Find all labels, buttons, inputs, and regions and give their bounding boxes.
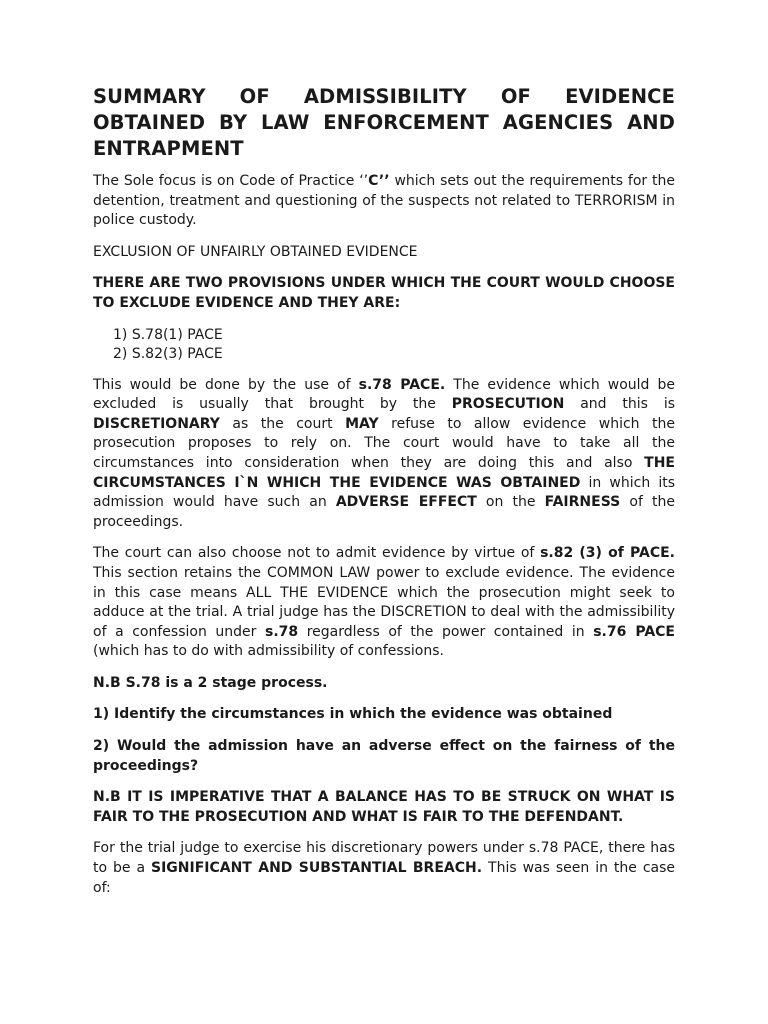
breach-text: For the trial judge to exercise his discretionary powers under s.78 PACE, there has to be a [93,840,675,877]
s78-emphasis: DISCRETIONARY [93,415,220,432]
s78-text: in which its admission would have such an [93,474,675,511]
s78-text: refuse to allow evidence which the prosecution proposes to rely on. The court would have to take all the circumstances into consideration when they are doing this and also [93,415,675,471]
s78-text: The evidence which would be excluded is usually that brought by the [93,376,675,413]
s78-emphasis: MAY [345,415,379,432]
s78-text: of the proceedings. [93,494,676,530]
intro-text-1: The Sole focus is on Code of Practice ‘’ [93,173,369,189]
provisions-intro: THERE ARE TWO PROVISIONS UNDER WHICH THE COURT WOULD CHOOSE TO EXCLUDE EVIDENCE AND THEY ARE: [93,275,675,311]
s82-emphasis: s.78 [265,623,299,640]
breach-paragraph [93,839,675,898]
s78-emphasis: FAIRNESS [544,494,621,511]
s82-text: This section retains the COMMON LAW power to exclude evidence. The evidence in this case means ALL THE EVIDENCE which the prosecution might seek to adduce at the trial. A trial judge has the DISCRETION to deal with the admissibility of a confession under [93,564,675,640]
s82-paragraph [93,544,675,662]
s78-text: on the [476,494,545,511]
breach-emphasis: SIGNIFICANT AND SUBSTANTIAL BREACH. [151,860,483,877]
s78-text: and this is [564,396,676,413]
list-item: 2) S.82(3) PACE [113,345,223,362]
provisions-list [93,326,675,364]
s78-emphasis: ADVERSE EFFECT [335,494,477,511]
s78-text: This would be done by the use of [93,376,359,393]
section-heading: EXCLUSION OF UNFAIRLY OBTAINED EVIDENCE [93,243,418,260]
s82-emphasis: s.76 PACE [593,623,675,640]
s82-emphasis: s.82 (3) of PACE. [540,545,675,562]
s78-text: as the court [219,415,346,432]
document-page [93,84,675,898]
list-item: 1) S.78(1) PACE [113,326,223,343]
intro-paragraph [93,172,675,231]
nb-stage-note: N.B S.78 is a 2 stage process. [93,674,328,691]
s78-emphasis: THE CIRCUMSTANCES I`N WHICH THE EVIDENCE WAS OBTAINED [93,454,675,491]
s78-paragraph [93,376,675,533]
code-c-label: C’’ [368,173,390,189]
s82-text: regardless of the power contained in [298,623,594,640]
s82-text: (which has to do with admissibility of confessions. [93,643,444,660]
document-title: SUMMARY OF ADMISSIBILITY OF EVIDENCE OBTAINED BY LAW ENFORCEMENT AGENCIES AND ENTRAPMENT [93,85,675,160]
breach-text: This was seen in the case of: [93,860,676,896]
intro-text-2: which sets out the requirements for the detention, treatment and questioning of the suspects not related to TERRORISM in police custody. [93,173,675,229]
stage-two: 2) Would the admission have an adverse effect on the fairness of the proceedings? [93,738,675,774]
nb-balance-note: N.B IT IS IMPERATIVE THAT A BALANCE HAS TO BE STRUCK ON WHAT IS FAIR TO THE PROSECUTION AND WHAT IS FAIR TO THE DEFENDANT. [93,789,675,825]
stage-one: 1) Identify the circumstances in which the evidence was obtained [93,706,613,723]
s78-emphasis: PROSECUTION [451,396,565,413]
s78-emphasis: s.78 PACE. [358,376,446,393]
s82-text: The court can also choose not to admit evidence by virtue of [93,545,541,562]
